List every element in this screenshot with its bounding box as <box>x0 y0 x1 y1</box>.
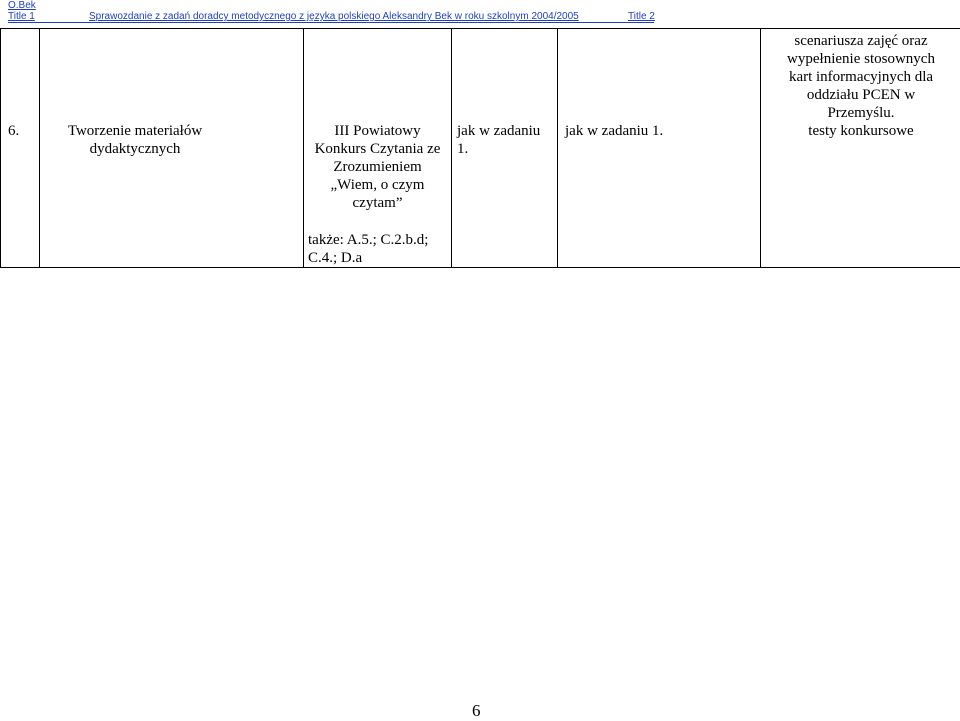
competition-line: Zrozumieniem <box>333 159 422 175</box>
competition-line: „Wiem, o czym <box>330 177 425 193</box>
col6-line: scenariusza zajęć oraz <box>794 33 928 49</box>
col6-line: Przemyślu. <box>827 105 895 121</box>
col6-description <box>762 32 960 122</box>
header-title1[interactable]: Title 1 <box>8 11 35 22</box>
page-number: 6 <box>472 701 481 720</box>
task-title: Tworzenie materiałów dydaktycznych <box>67 123 203 157</box>
header-author[interactable]: O.Bek <box>8 0 36 11</box>
table-bottom-border <box>0 267 960 268</box>
col4-line: 1. <box>457 141 469 157</box>
header-report-title[interactable]: Sprawozdanie z zadań doradcy metodycznego z języka polskiego Aleksandry Bek w roku szkolnym 2004/2005 <box>89 11 579 22</box>
col6-line: kart informacyjnych dla <box>788 69 934 85</box>
competition-line: III Powiatowy <box>334 123 421 139</box>
competition-name <box>300 122 455 212</box>
col6-line: oddziału PCEN w <box>806 87 916 103</box>
competition-line: Konkurs Czytania ze <box>314 141 441 157</box>
also-line: także: A.5.; C.2.b.d; <box>308 232 429 248</box>
header-underline <box>8 22 654 23</box>
table-top-border <box>0 28 960 29</box>
competition-line: czytam” <box>352 195 403 211</box>
col4-text <box>457 122 557 158</box>
table-col-divider <box>760 28 761 268</box>
header-title2[interactable]: Title 2 <box>628 11 655 22</box>
col6-line: wypełnienie stosownych <box>787 51 935 67</box>
table-col-divider <box>557 28 558 268</box>
col5-text: jak w zadaniu 1. <box>565 123 664 139</box>
col4-line: jak w zadaniu <box>457 123 541 139</box>
also-line: C.4.; D.a <box>308 250 363 266</box>
col6-tests: testy konkursowe <box>808 123 914 139</box>
also-references <box>308 231 453 267</box>
task-number: 6. <box>8 123 20 139</box>
table-col-divider <box>0 28 1 268</box>
